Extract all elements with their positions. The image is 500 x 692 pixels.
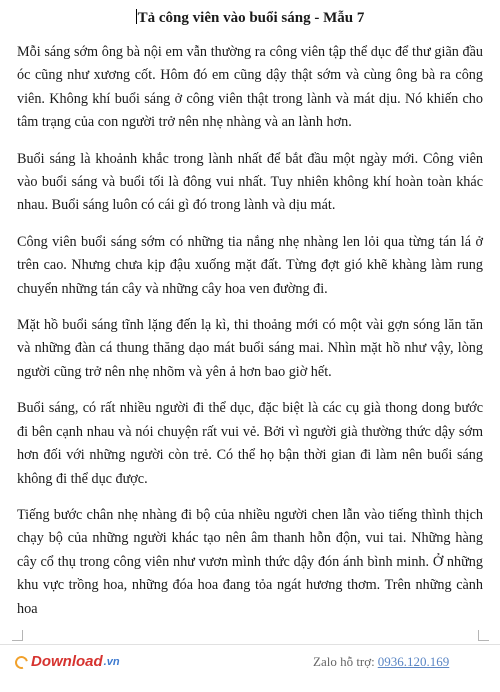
support-phone-link[interactable]: 0936.120.169 <box>377 654 450 669</box>
paragraph-4: Mặt hồ buổi sáng tĩnh lặng đến lạ kì, thi thoảng mới có một vài gợn sóng lăn tăn và những đàn cá thung thăng dạo mát buổi sáng mai. Nhìn mặt hồ như vậy, lòng người cũng trở nên nhẹ nhõm và yên ả hơn bao giờ hết. <box>17 317 483 380</box>
download-logo[interactable] <box>15 651 120 673</box>
download-logo-swirl-icon <box>13 653 31 671</box>
support-info <box>313 654 449 670</box>
paragraph-1: Mỗi sáng sớm ông bà nội em vẫn thường ra công viên tập thể dục để thư giãn đầu óc cũng như xương cốt. Hôm đó em cũng dậy thật sớm và cùng ông bà ra công viên. Không khí buổi sáng ở công viên thật trong lành và mát dịu. Nó khiến cho tâm trạng của con người trở nên nhẹ nhàng và an lành hơn. <box>17 44 483 131</box>
document-title-heading <box>0 9 500 27</box>
page-margin-corner-left <box>12 630 23 641</box>
paragraph-3: Công viên buổi sáng sớm có những tia nắng nhẹ nhàng len lỏi qua từng tán lá ở trên cao. Nhưng chưa kịp đậu xuống mặt đất. Từng đợt gió khẽ khàng làm rung chuyển những tán cây và những cây hoa ven đường đi. <box>17 233 483 297</box>
paragraph-6: Tiếng bước chân nhẹ nhàng đi bộ của nhiều người chen lẫn vào tiếng thình thịch chạy bộ của những người khác tạo nên âm thanh hỗn độn, vui tai. Những hàng cây cổ thụ trong công viên như vươn mình thức dậy đón ánh bình minh. Ở những khu vực trồng hoa, những đóa hoa đang tỏa ngát hương thơm. Trên những cành hoa <box>17 506 483 617</box>
footer-divider <box>0 644 500 645</box>
page-margin-corner-right <box>478 630 489 641</box>
document-title: Tả công viên vào buổi sáng - Mẫu 7 <box>137 10 365 26</box>
text-cursor <box>136 9 137 24</box>
paragraph-5: Buổi sáng, có rất nhiều người đi thể dục, đặc biệt là các cụ già thong dong bước đi bên cạnh nhau và nói chuyện rất vui vẻ. Bởi vì người già thường thức dậy sớm hơn đối với những người còn trẻ. Có thể họ bận thời gian đi làm nên buổi sáng không đi thể dục được. <box>17 400 483 487</box>
support-label: Zalo hỗ trợ: <box>313 654 375 669</box>
logo-text: Download <box>31 653 103 670</box>
document-body[interactable] <box>17 41 483 634</box>
logo-ext: .vn <box>103 656 120 668</box>
paragraph-2: Buổi sáng là khoảnh khắc trong lành nhất để bắt đầu một ngày mới. Công viên vào buổi sáng và buổi tối là đông vui nhất. Tuy nhiên không khí hoàn toàn khác nhau. Buổi sáng luôn có cái gì đó trong lành và dịu mát. <box>17 150 483 214</box>
